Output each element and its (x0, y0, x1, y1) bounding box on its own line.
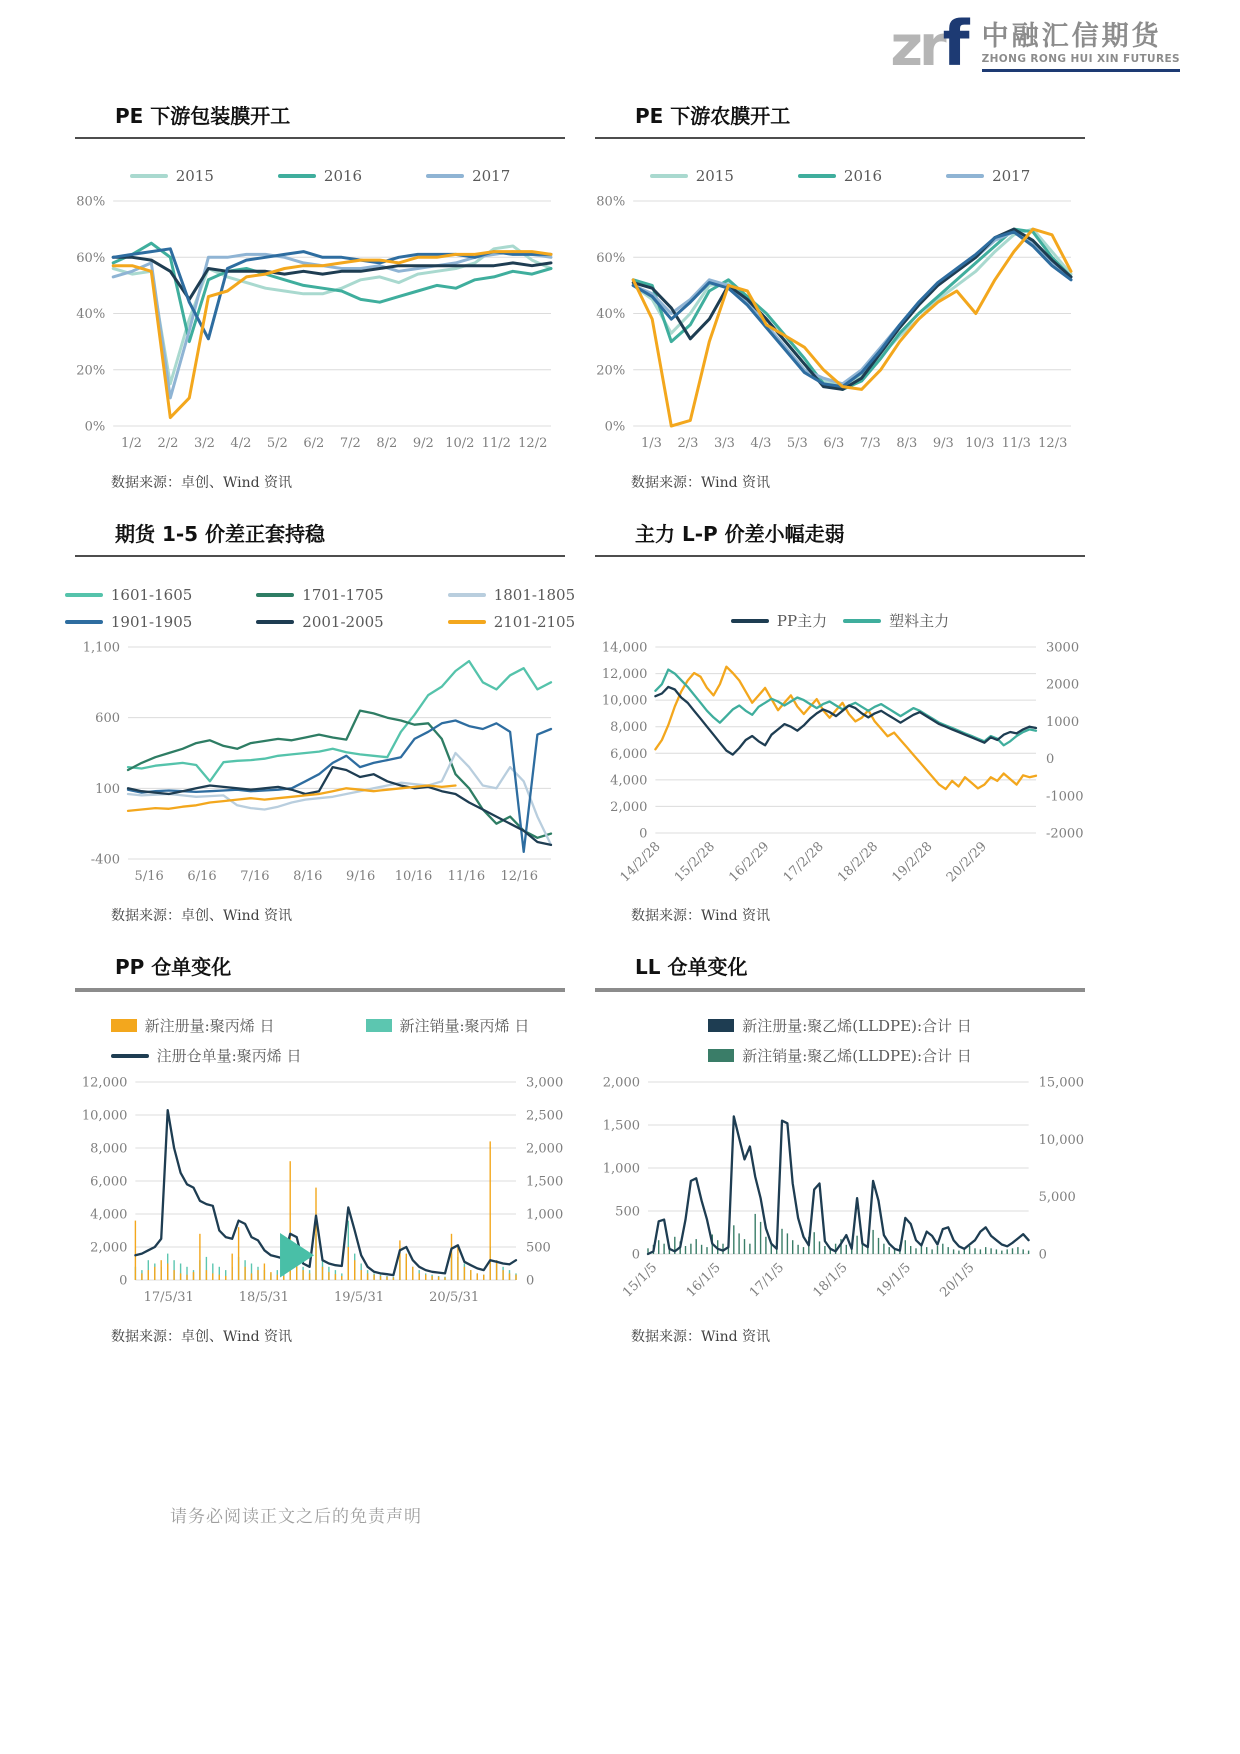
chart-canvas (75, 191, 565, 456)
y-axis-tick: 2,000 (602, 1075, 640, 1091)
x-axis-tick: 7/3 (859, 436, 881, 451)
y-axis-right-tick: 0 (526, 1273, 535, 1289)
data-source: 数据来源：Wind 资讯 (631, 908, 771, 924)
bar-series-新注册量:聚丙烯 日 (135, 1141, 517, 1280)
x-axis-tick: 2/2 (157, 436, 179, 451)
legend-item (278, 167, 362, 185)
chart-legend (75, 1004, 565, 1066)
legend-item (426, 167, 510, 185)
legend-swatch (111, 1054, 149, 1058)
y-axis-tick: 10,000 (81, 1108, 128, 1124)
legend-swatch (426, 174, 464, 178)
x-axis-tick: 17/2/28 (780, 839, 827, 886)
legend-label: 1601-1605 (110, 586, 193, 604)
chart-title: PE 下游包装膜开工 (115, 104, 291, 128)
chart-canvas (595, 1072, 1085, 1310)
chart-title: 主力 L-P 价差小幅走弱 (635, 522, 845, 546)
x-axis-tick: 8/16 (293, 869, 323, 884)
data-source: 数据来源：卓创、Wind 资讯 (111, 475, 293, 491)
chart-panel-lp-spread (595, 518, 1085, 925)
logo-name-cn: 中融汇信期货 (981, 20, 1162, 52)
y-axis-tick: 0 (119, 1273, 128, 1289)
legend-label: 2101-2105 (493, 613, 576, 631)
y-axis-tick: 1,100 (82, 640, 120, 656)
y-axis-right-tick: 3000 (1046, 640, 1080, 656)
y-axis-right-tick: 10,000 (1038, 1132, 1085, 1148)
legend-swatch (448, 593, 486, 597)
legend-swatch (111, 1019, 137, 1032)
chart-legend (595, 151, 1085, 185)
legend-item (65, 613, 192, 631)
legend-swatch (946, 174, 984, 178)
y-axis-right-tick: 15,000 (1038, 1075, 1085, 1091)
y-axis-tick: 500 (615, 1204, 640, 1220)
legend-label: 新注册量:聚乙烯(LLDPE):合计 日 (742, 1017, 972, 1035)
chart-panel-pe-packaging-film (75, 100, 565, 492)
disclaimer-note: 请务必阅读正文之后的免责声明 (170, 1507, 422, 1527)
y-axis-tick: 4,000 (90, 1207, 128, 1223)
x-axis-tick: 5/2 (266, 436, 288, 451)
legend-label: 新注销量:聚乙烯(LLDPE):合计 日 (742, 1047, 972, 1065)
title-underline (75, 137, 565, 139)
company-logo (890, 7, 1180, 80)
y-axis-tick: 14,000 (601, 640, 648, 656)
y-axis-right-tick: 0 (1046, 752, 1055, 768)
y-axis-tick: 1,000 (602, 1161, 640, 1177)
x-axis-tick: 20/1/5 (937, 1260, 978, 1301)
y-axis-tick: 20% (596, 363, 626, 379)
y-axis-right-tick: 2,500 (526, 1108, 564, 1124)
legend-item (366, 1015, 530, 1036)
x-axis-tick: 20/2/29 (943, 839, 990, 886)
legend-swatch (708, 1049, 734, 1062)
y-axis-right-tick: -2000 (1046, 826, 1084, 842)
title-underline (595, 988, 1085, 992)
x-axis-tick: 18/2/28 (835, 839, 882, 886)
line-series-注册仓单量:聚丙烯 日 (135, 1110, 516, 1275)
charts-grid (0, 98, 1240, 1346)
y-axis-tick: 8,000 (90, 1141, 128, 1157)
title-underline (595, 555, 1085, 557)
chart-panel-futures-1-5-spread (75, 518, 576, 925)
x-axis-tick: 19/2/28 (889, 839, 936, 886)
y-axis-right-tick: 1000 (1046, 714, 1080, 730)
chart-canvas (75, 637, 565, 889)
x-axis-tick: 15/1/5 (620, 1260, 661, 1301)
legend-item (65, 586, 192, 604)
x-axis-tick: 16/1/5 (683, 1260, 724, 1301)
x-axis-tick: 15/2/28 (671, 839, 719, 886)
legend-item (708, 1045, 972, 1066)
y-axis-tick: 12,000 (601, 667, 648, 683)
x-axis-tick: 8/2 (376, 436, 398, 451)
y-axis-tick: 20% (76, 363, 106, 379)
chart-canvas (595, 191, 1085, 456)
y-axis-tick: 60% (76, 250, 106, 266)
chart-title: 期货 1-5 价差正套持稳 (115, 522, 326, 546)
chart-canvas (595, 637, 1085, 889)
legend-swatch (366, 1019, 392, 1032)
logo-mark (890, 7, 970, 80)
legend-swatch (650, 174, 688, 178)
line-series-1801-1805 (128, 753, 551, 845)
y-axis-tick: 600 (95, 711, 120, 727)
x-axis-tick: 8/3 (896, 436, 918, 451)
y-axis-tick: 60% (596, 250, 626, 266)
x-axis-tick: 19/5/31 (333, 1290, 385, 1305)
legend-swatch (448, 620, 486, 624)
x-axis-tick: 6/3 (823, 436, 845, 451)
title-underline (595, 137, 1085, 139)
legend-label: 2016 (843, 167, 883, 185)
legend-label: 2016 (323, 167, 363, 185)
legend-swatch (731, 619, 769, 623)
legend-label: 2017 (472, 167, 511, 185)
title-underline (75, 555, 565, 557)
line-series-1601-1605 (128, 661, 551, 781)
y-axis-right-tick: 0 (1038, 1247, 1047, 1263)
y-axis-tick: 0 (631, 1247, 640, 1263)
y-axis-tick: 8,000 (610, 720, 648, 736)
x-axis-tick: 3/2 (193, 436, 215, 451)
x-axis-tick: 10/16 (394, 869, 433, 884)
x-axis-tick: 17/1/5 (747, 1260, 788, 1301)
x-axis-tick: 7/2 (339, 436, 361, 451)
x-axis-tick: 4/2 (230, 436, 252, 451)
y-axis-tick: 1,500 (602, 1118, 640, 1134)
page-footer (170, 1502, 422, 1527)
legend-item (130, 167, 214, 185)
chart-title: PE 下游农膜开工 (635, 104, 791, 128)
data-source: 数据来源：Wind 资讯 (631, 475, 771, 491)
chart-legend (75, 569, 576, 631)
x-axis-tick: 2/3 (677, 436, 699, 451)
legend-item (650, 167, 734, 185)
legend-label: 2017 (992, 167, 1031, 185)
x-axis-tick: 10/3 (965, 436, 995, 451)
x-axis-tick: 9/2 (412, 436, 434, 451)
legend-label: 1701-1705 (302, 586, 384, 604)
chart-title: PP 仓单变化 (115, 955, 232, 979)
legend-item (256, 586, 383, 604)
x-axis-tick: 19/1/5 (873, 1260, 915, 1301)
x-axis-tick: 6/16 (187, 869, 217, 884)
x-axis-tick: 11/16 (447, 869, 486, 884)
page-header (0, 0, 1240, 98)
chart-legend (595, 569, 1085, 631)
legend-item (798, 167, 882, 185)
y-axis-tick: 12,000 (81, 1075, 128, 1091)
x-axis-tick: 18/1/5 (810, 1260, 851, 1301)
legend-item (843, 610, 949, 631)
legend-label: 1901-1905 (110, 613, 193, 631)
x-axis-tick: 12/16 (500, 869, 539, 884)
legend-item (256, 613, 383, 631)
legend-item (111, 1015, 302, 1036)
y-axis-tick: 10,000 (601, 693, 648, 709)
y-axis-right-tick: 2,000 (526, 1141, 564, 1157)
y-axis-right-tick: -1000 (1046, 789, 1084, 805)
legend-label: PP主力 (776, 612, 828, 630)
chart-panel-ll-warrants (595, 951, 1085, 1346)
x-axis-tick: 5/3 (786, 436, 808, 451)
legend-label: 2015 (175, 167, 214, 185)
x-axis-tick: 7/16 (240, 869, 270, 884)
chart-legend (75, 151, 565, 185)
legend-swatch (65, 620, 103, 624)
x-axis-tick: 12/3 (1038, 436, 1068, 451)
legend-label: 2015 (695, 167, 734, 185)
legend-swatch (65, 593, 103, 597)
legend-swatch (798, 174, 836, 178)
legend-item (111, 1045, 302, 1066)
chart-legend (595, 1004, 1085, 1066)
legend-swatch (278, 174, 316, 178)
x-axis-tick: 12/2 (518, 436, 548, 451)
y-axis-tick: 0 (639, 826, 648, 842)
x-axis-tick: 17/5/31 (143, 1290, 194, 1305)
x-axis-tick: 4/3 (750, 436, 772, 451)
x-axis-tick: 10/2 (445, 436, 475, 451)
x-axis-tick: 18/5/31 (238, 1290, 289, 1305)
data-source: 数据来源：Wind 资讯 (631, 1329, 771, 1345)
y-axis-right-tick: 1,500 (526, 1174, 564, 1190)
legend-swatch (256, 620, 294, 624)
y-axis-tick: 0% (84, 419, 106, 435)
legend-label: 新注册量:聚丙烯 日 (144, 1017, 275, 1035)
x-axis-tick: 6/2 (303, 436, 325, 451)
title-underline (75, 988, 565, 992)
legend-item (448, 586, 575, 604)
legend-label: 1801-1805 (493, 586, 576, 604)
legend-item (708, 1015, 972, 1036)
x-axis-tick: 1/3 (640, 436, 662, 451)
y-axis-tick: 2,000 (610, 799, 648, 815)
y-axis-right-tick: 2000 (1046, 677, 1080, 693)
logo-mark-f: f (942, 7, 970, 80)
x-axis-tick: 11/3 (1001, 436, 1031, 451)
y-axis-right-tick: 3,000 (526, 1075, 564, 1091)
y-axis-right-tick: 5,000 (1038, 1190, 1076, 1206)
logo-text (982, 22, 1180, 73)
line-series-2016 (633, 229, 1071, 389)
y-axis-right-tick: 1,000 (526, 1207, 564, 1223)
legend-item (946, 167, 1030, 185)
legend-item (731, 610, 827, 631)
line-series-unlabeled-orange (633, 229, 1071, 426)
legend-swatch (256, 593, 294, 597)
y-axis-tick: 40% (76, 307, 106, 322)
legend-label: 塑料主力 (889, 612, 950, 630)
y-axis-tick: 80% (76, 194, 106, 210)
line-series-新注册量:聚乙烯(LLDPE):合计 日 (648, 1116, 1029, 1254)
y-axis-tick: 40% (596, 307, 626, 322)
legend-swatch (843, 619, 881, 623)
x-axis-tick: 1/2 (120, 436, 142, 451)
x-axis-tick: 9/16 (346, 869, 376, 884)
y-axis-tick: 0% (604, 419, 626, 435)
line-series-PP主力 (655, 687, 1036, 755)
chart-title: LL 仓单变化 (635, 955, 748, 979)
legend-label: 2001-2005 (302, 613, 384, 631)
x-axis-tick: 20/5/31 (429, 1290, 480, 1305)
legend-swatch (708, 1019, 734, 1032)
legend-label: 注册仓单量:聚丙烯 日 (156, 1047, 302, 1065)
line-series-unlabeled-orange-spread (655, 667, 1036, 789)
x-axis-tick: 3/3 (713, 436, 735, 451)
y-axis-tick: 100 (95, 781, 120, 797)
legend-swatch (130, 174, 168, 178)
line-series-1701-1705 (128, 711, 551, 838)
chart-canvas (75, 1072, 565, 1310)
x-axis-tick: 14/2/28 (617, 839, 664, 886)
x-axis-tick: 11/2 (481, 436, 511, 451)
x-axis-tick: 9/3 (932, 436, 954, 451)
data-source: 数据来源：卓创、Wind 资讯 (111, 908, 293, 924)
y-axis-tick: 4,000 (610, 773, 648, 789)
data-source: 数据来源：卓创、Wind 资讯 (111, 1329, 293, 1345)
y-axis-tick: 2,000 (90, 1240, 128, 1256)
logo-name-en: ZHONG RONG HUI XIN FUTURES (981, 53, 1180, 66)
x-axis-tick: 5/16 (134, 869, 164, 884)
y-axis-right-tick: 500 (526, 1240, 551, 1256)
legend-label: 新注销量:聚丙烯 日 (399, 1017, 530, 1035)
chart-panel-pp-warrants (75, 951, 565, 1346)
chart-panel-pe-agri-film (595, 100, 1085, 492)
y-axis-tick: -400 (90, 852, 120, 868)
logo-mark-zr: zr (890, 14, 943, 79)
y-axis-tick: 6,000 (90, 1174, 128, 1190)
y-axis-tick: 80% (596, 194, 626, 210)
legend-item (448, 613, 575, 631)
x-axis-tick: 16/2/29 (726, 839, 773, 886)
y-axis-tick: 6,000 (610, 746, 648, 762)
